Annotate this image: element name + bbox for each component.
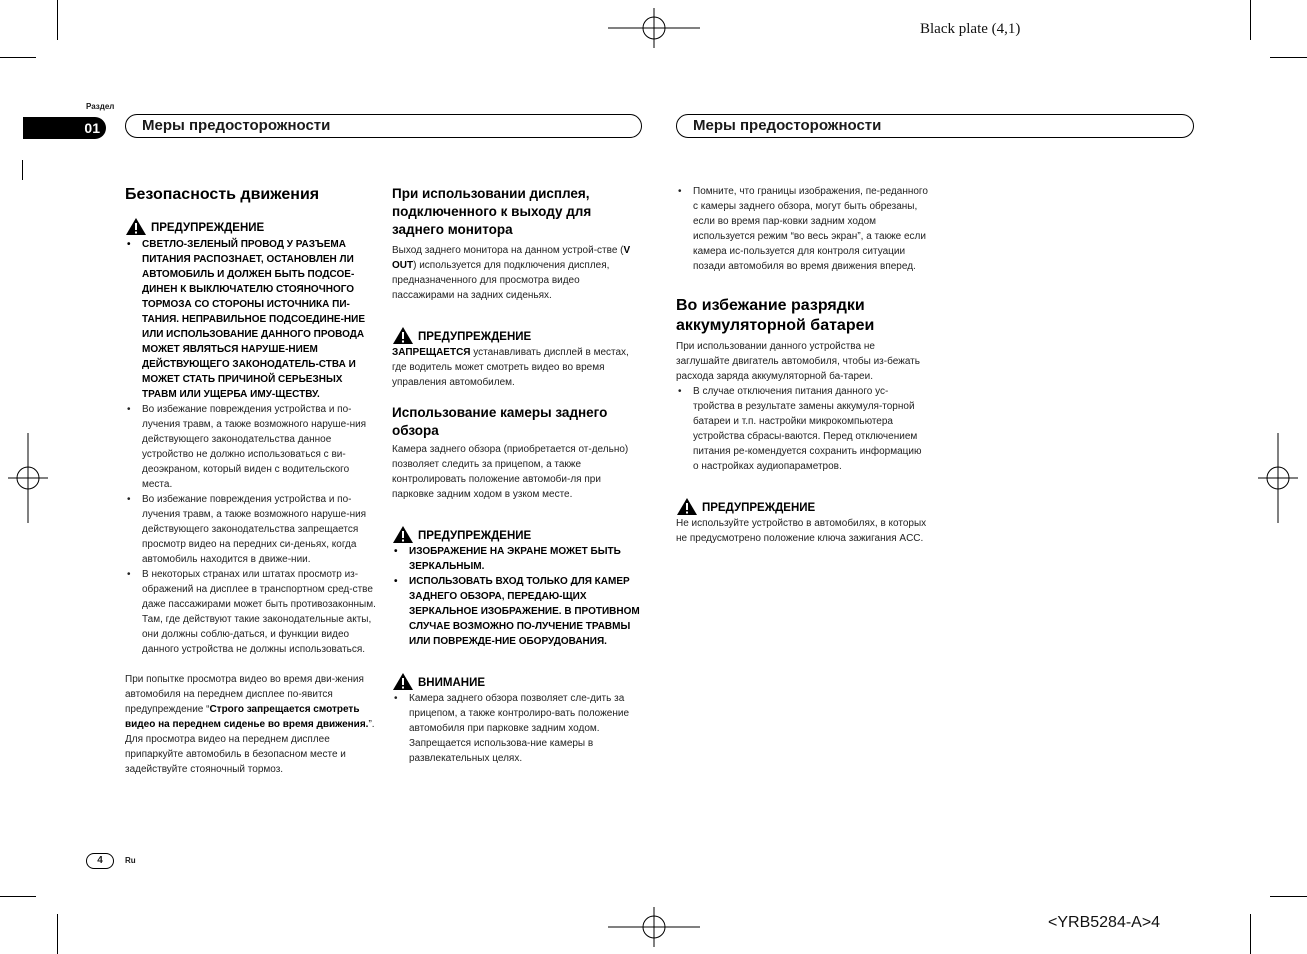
heading-battery: Во избежание разрядки аккумуляторной батареи (676, 297, 875, 334)
page-number: 4 (86, 853, 114, 869)
section-label: Раздел (86, 102, 115, 111)
caution-icon (392, 672, 414, 691)
heading-rear-display: При использовании дисплея, подключенного к выходу для заднего монитора (392, 186, 592, 237)
caution-heading (392, 672, 644, 691)
paragraph-rear-camera: Камера заднего обзора (приобретается от-дельно) позволяет следить за прицепом, а также контролировать положение автомоби-ля при парковке задним ходом в узком месте. (392, 444, 629, 500)
paragraph-v-out: Выход заднего монитора на данном устрой-стве (V OUT) используется для подключения дисплея, предназначенного для просмотра видео пассажирами на задних сиденьях. (392, 245, 631, 301)
column-3 (676, 184, 928, 546)
warning-label: ПРЕДУПРЕЖДЕНИЕ (418, 331, 532, 343)
language-code: Ru (125, 856, 136, 865)
warning-label: ПРЕДУПРЕЖДЕНИЕ (702, 502, 816, 514)
warning-icon (392, 326, 414, 345)
section-number: 01 (23, 117, 106, 139)
paragraph-display-warning: ЗАПРЕЩАЕТСЯ устанавливать дисплей в местах, где водитель может смотреть видео во время управления автомобилем. (392, 347, 629, 388)
list-item: • Во избежание повреждения устройства и по-лучения травм, а также возможного наруше-ния действующего законодательства данное устройство не должно использоваться с ви-деоэкраном, который виден с водительского места. (125, 402, 377, 492)
caps-warning-item: • ИСПОЛЬЗОВАТЬ ВХОД ТОЛЬКО ДЛЯ КАМЕР ЗАДНЕГО ОБЗОРА, ПЕРЕДАЮ-ЩИХ ЗЕРКАЛЬНОЕ ИЗОБРАЖЕНИЕ. В ПРОТИВНОМ СЛУЧАЕ ВОЗМОЖНО ПО-ЛУЧЕНИЕ ТРАВМЫ ИЛИ ПОВРЕЖДЕ-НИЕ ОБОРУДОВАНИЯ. (392, 574, 644, 649)
registration-mark-bottom (608, 907, 700, 947)
warning-heading (676, 497, 928, 516)
page-header-right: Меры предосторожности (676, 114, 1194, 138)
warning-label: ПРЕДУПРЕЖДЕНИЕ (418, 530, 532, 542)
warning-icon (676, 497, 698, 516)
warning-heading (392, 525, 644, 544)
paragraph-warning-message: При попытке просмотра видео во время дви-жения автомобиля на переднем дисплее по-явится предупреждение “Строго запрещается смотреть видео на переднем сиденье во время движения.”. (125, 674, 375, 730)
paragraph-acc-warning: Не используйте устройство в автомобилях, в которых не предусмотрено положение ключа зажигания ACC. (676, 518, 927, 544)
paragraph-battery: При использовании данного устройства не заглушайте двигатель автомобиля, чтобы из-бежать расхода заряда аккумуляторной ба-тареи. (676, 341, 920, 382)
list-item: • Камера заднего обзора позволяет сле-дить за прицепом, а также контролиро-вать положение автомобиля при парковке задним ходом. Запрещается использова-ние камеры в развлекательных целях. (392, 691, 644, 766)
caps-warning-item: • СВЕТЛО-ЗЕЛЕНЫЙ ПРОВОД У РАЗЪЕМА ПИТАНИЯ РАСПОЗНАЕТ, ОСТАНОВЛЕН ЛИ АВТОМОБИЛЬ И ДОЛЖЕН БЫТЬ ПОДСОЕ-ДИНЕН К ВЫКЛЮЧАТЕЛЮ СТОЯНОЧНОГО ТОРМОЗА СО СТОРОНЫ ИСТОЧНИКА ПИ-ТАНИЯ. НЕПРАВИЛЬНОЕ ПОДСОЕДИНЕ-НИЕ ИЛИ ИСПОЛЬЗОВАНИЕ ДАННОГО ПРОВОДА МОЖЕТ ЯВЛЯТЬСЯ НАРУШЕ-НИЕМ ДЕЙСТВУЮЩЕГО ЗАКОНОДАТЕЛЬ-СТВА И МОЖЕТ СТАТЬ ПРИЧИНОЙ СЕРЬЕЗНЫХ ТРАВМ ИЛИ УЩЕРБА ИМУ-ЩЕСТВУ. (125, 237, 377, 402)
list-item: • Во избежание повреждения устройства и по-лучения травм, а также возможного наруше-ния действующего законодательства запрещается просмотр видео на передних си-деньях, когда автомобиль находится в движе-нии. (125, 492, 377, 567)
heading-rear-camera: Использование камеры заднего обзора (392, 405, 608, 438)
caution-label: ВНИМАНИЕ (418, 677, 486, 689)
list-item: • В некоторых странах или штатах просмотр из-ображений на дисплее в транспортном сред-стве даже пассажирами может быть противозаконным. Там, где действуют такие законодательные акты, они должны соблю-даться, и функции видео данного устройства не должны использоваться. (125, 567, 377, 657)
warning-icon (125, 217, 147, 236)
caps-warning-item: • ИЗОБРАЖЕНИЕ НА ЭКРАНЕ МОЖЕТ БЫТЬ ЗЕРКАЛЬНЫМ. (392, 544, 644, 574)
paragraph-parking: Для просмотра видео на переднем дисплее припаркуйте автомобиль в безопасном месте и задействуйте стояночный тормоз. (125, 734, 346, 775)
plate-label: Black plate (4,1) (920, 21, 1021, 37)
registration-mark-left (8, 433, 48, 523)
page-header-left: Меры предосторожности (125, 114, 642, 138)
warning-heading (392, 326, 644, 345)
warning-heading (125, 217, 377, 236)
registration-mark-top (608, 8, 700, 48)
heading-driving-safety: Безопасность движения (125, 186, 320, 203)
list-item: • В случае отключения питания данного ус-тройства в результате замены аккумуля-торной батареи и т.п. настройки микрокомпьютера устройства сбрасы-ваются. Перед отключением питания ре-комендуется сохранить информацию о настройках аудиопараметров. (676, 384, 928, 474)
registration-mark-right (1258, 433, 1298, 523)
document-code: <YRB5284-A>4 (1048, 914, 1161, 931)
list-item: • Помните, что границы изображения, пе-реданного с камеры заднего обзора, могут быть обрезаны, если во время пар-ковки задним ходом используется режим “во весь экран”, а также если камера ис-пользуется для контроля ситуации позади автомобиля во время движения вперед. (676, 184, 928, 274)
column-2 (392, 185, 644, 766)
column-1 (125, 185, 377, 777)
warning-icon (392, 525, 414, 544)
warning-label: ПРЕДУПРЕЖДЕНИЕ (151, 222, 265, 234)
